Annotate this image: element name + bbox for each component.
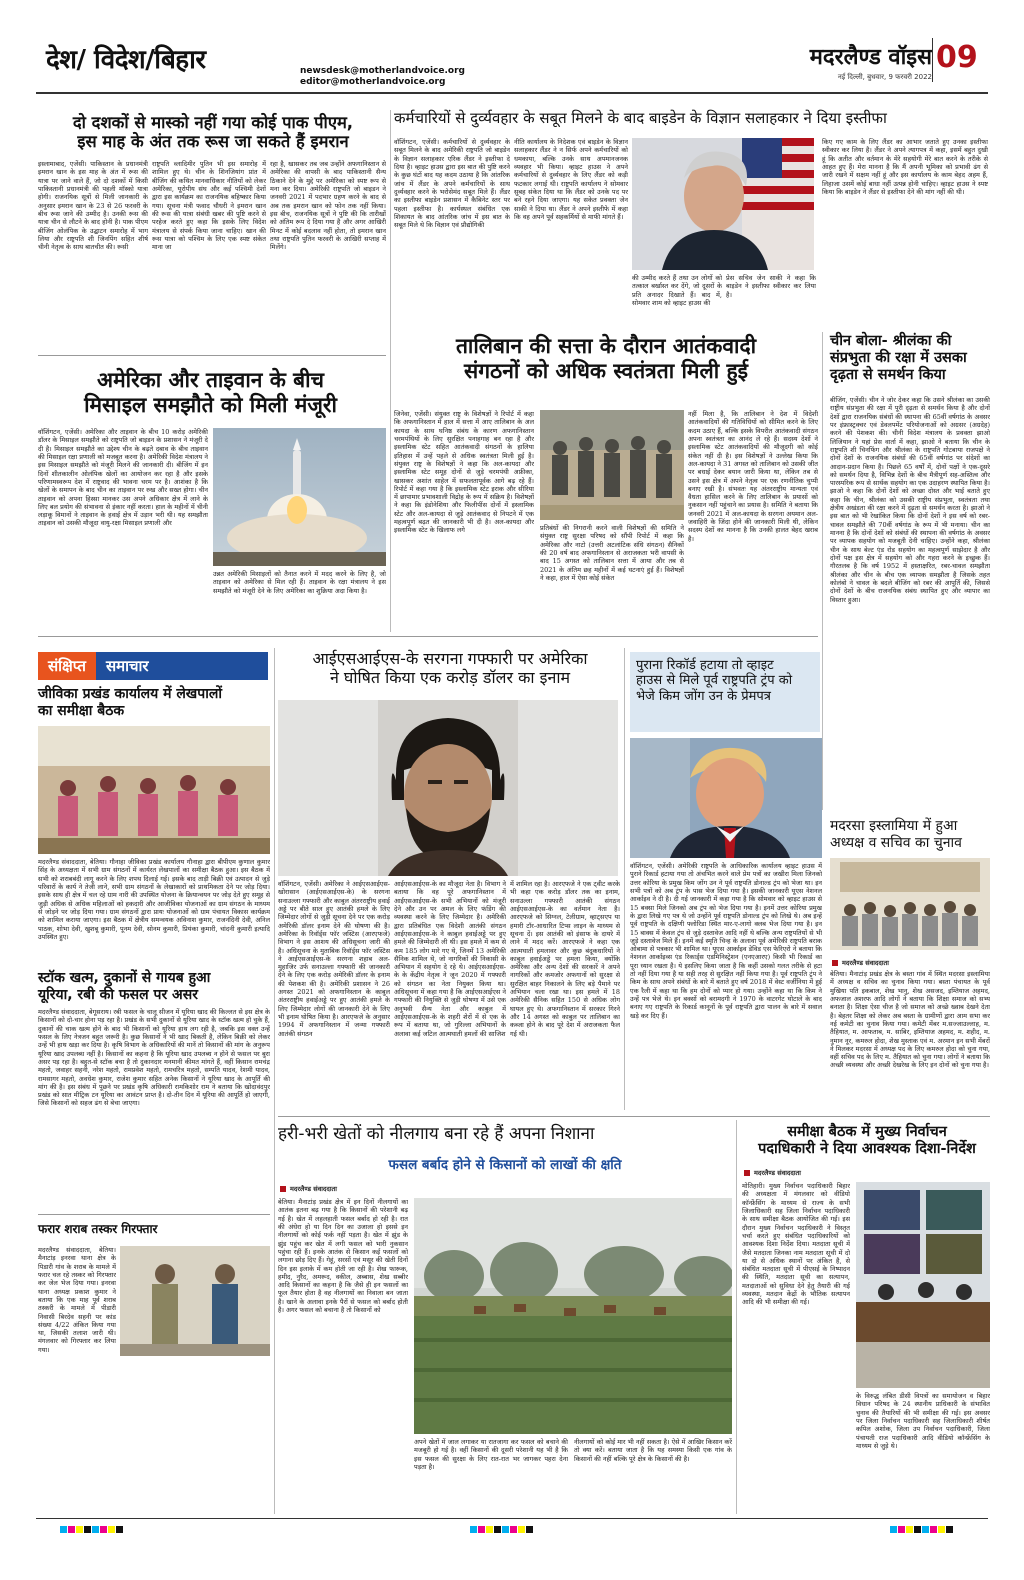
s5-headline-line3: दृढ़ता से समर्थन किया bbox=[830, 367, 946, 384]
s10-headline-line1: समीक्षा बैठक में मुख्य निर्वाचन bbox=[787, 1124, 947, 1140]
s3-photo-graphic bbox=[213, 428, 386, 566]
s10-bottom: के विरुद्ध लंबित डीसी विपत्रों का समायोजन व बिहार विधान परिषद के 24 स्थानीय प्राधिकारी के संभावित चुनाव की तैयारियों की भी समीक्षा की गई। इस अवसर पर जिला निर्वाचन पदाधिकारी सह जिलाधिकारी शीर्षत कपिल अशोक, जिला उप निर्वाचन पदाधिकारी, जिला पंचायती राज पदाधिकारी आदि वीडियो कॉन्फ्रेंसिंग के माध्यम से जुड़े थे। bbox=[856, 1392, 990, 1450]
editor-email[interactable]: editor@motherlandvoice.org bbox=[300, 77, 446, 87]
bottom-rule bbox=[36, 1518, 988, 1519]
divider-v-left bbox=[390, 110, 391, 632]
briefs-label-a: संक्षिप्त bbox=[38, 652, 96, 680]
divider-top-left bbox=[38, 355, 386, 356]
s2-col-5: किए गए काम के लिए लैंडर का आभार जताते हुए उनका इस्तीफा स्वीकार कर लिया है। लैंडर ने अपने त्यागपत्र में कहा, इसमें बहुत दुखी हूं कि अतीत और वर्तमान के मेरे सहयोगी मेरे बात करने के तरीके से आहत हुए हैं। मेरा मानना है कि मैं अपनी भूमिका को प्रभावी ढंग से जारी रखने में सक्षम नहीं हूं और इस कार्यालय के काम बेहद अहम हैं, लिहाजा उसमें कोई बाधा नहीं उत्पन्न होनी चाहिए। व्हाइट हाउस ने स्पष्ट किया कि बाइडेन ने लैंडर से इस्तीफा देने की मांग नहीं की थी। bbox=[822, 138, 988, 196]
s8-headline-line1: मदरसा इस्लामिया में हुआ bbox=[830, 818, 958, 834]
s7-photo-trump bbox=[630, 738, 822, 858]
s9-caption-2: नीलगायों को कोई मार भी नहीं सकता है। ऐसे में आखिर किसान करें तो क्या करें। बताया जाता है कि यह समस्या किसी एक गांव के किसानों की नहीं बल्कि पूरे क्षेत्र के किसानों की है। bbox=[574, 1438, 732, 1463]
divider-lower bbox=[278, 1116, 990, 1117]
s10-body: मोतिहारी। मुख्य निर्वाचन पदाधिकारी बिहार की अध्यक्षता में मंगलवार को वीडियो कॉन्फ्रेंसिंग के माध्यम से राज्य के सभी जिलाधिकारी सह जिला निर्वाचन पदाधिकारी के साथ समीक्षा बैठक आयोजित की गई। इस दौरान मुख्य निर्वाचन पदाधिकारी ने विस्तृत चर्चा करते हुए संबंधित पदाधिकारियों को आवश्यक दिशा निर्देश दिया। मतदाता सूची में जैसे मतदाता जिनका नाम मतदाता सूची में दो या दो से अधिक स्थानों पर अंकित है, से संबंधित मतदाता सूची में पीएसई के निष्पादन की स्थिति, मतदाता सूची का सत्यापन, मतदाताओं को सुविधा देने हेतु तैयारी की गई व्यवस्था, मतदान केंद्रों के भौतिक सत्यापन आदि की भी समीक्षा की गई। bbox=[742, 1182, 850, 1307]
brief3-headline: फरार शराब तस्कर गिरफ्तार bbox=[38, 1222, 158, 1236]
s1-col-2: राष्ट्रपति व्लादिमीर पुतिन भी इस समारोह में शामिल हुए थे। चीन के शिनजियांग प्रांत में बीजिंग की कथित मानवाधिकार नीतियों को लेकर अमेरिका, यूरोपीय संघ और कई पश्चिमी देशों द्वारा इस कार्यक्रम का राजनयिक बहिष्कार किया गया। सूचना मंत्री फवाद चौधरी ने इमरान खान की रूस की यात्रा संबंधी खबर की पुष्टि करने से परहेज करते हुए कहा कि इसके लिए विदेश मंत्रालय से संपर्क किया जाना चाहिए। खान की रूस यात्रा को पश्चिम के लिए एक स्पष्ट संकेत माना जा bbox=[152, 160, 266, 252]
s8-byline-marker bbox=[832, 960, 838, 966]
brief1-headline bbox=[38, 686, 270, 719]
s4-photo-militants bbox=[540, 410, 684, 520]
s5-headline-line1: चीन बोला- श्रीलंका की bbox=[830, 333, 952, 349]
s1-col-3: रहा है, खासकर तब जब उन्होंने अफगानिस्तान से अमेरिका की वापसी के बाद पाकिस्तानी सैन्य ठिकाने देने के मुद्दे पर अमेरिका को स्पष्ट रूप से मना कर दिया। अमेरिकी राष्ट्रपति जो बाइडन ने जनवरी 2021 में पदभार ग्रहण करने के बाद से अब तक इमरान खान को फोन तक नहीं किया। इस बीच, राजनयिक सूत्रों ने पुष्टि की कि तारीखों को अंतिम रूप दे दिया गया है और अगर आखिरी मिनट में कोई बदलाव नहीं होता, तो इमरान खान तथा राष्ट्रपति पुतिन फरवरी के आखिरी सप्ताह में मिलेंगे। bbox=[270, 160, 386, 252]
s7-headline bbox=[636, 658, 816, 704]
s4-photo-graphic bbox=[540, 410, 684, 520]
briefs-label-b: समाचार bbox=[96, 652, 268, 680]
s4-headline bbox=[394, 334, 818, 384]
color-bar-center bbox=[470, 1526, 533, 1533]
brief1-photo-meeting bbox=[38, 726, 270, 854]
s4-headline-line2: संगठनों को अधिक स्वतंत्रता मिली हुई bbox=[464, 358, 748, 383]
s10-headline bbox=[742, 1124, 992, 1158]
s10-byline-marker bbox=[744, 1170, 750, 1176]
s3-missile-photo bbox=[213, 428, 386, 566]
header-divider bbox=[932, 38, 933, 82]
s2-photo-graphic bbox=[632, 138, 814, 270]
brief1-body: मदरलैण्ड संवाददाता, बेतिया। गौनाहा जीविका प्रखंड कार्यालय गौनाहा द्वारा बीपीएम कुणाल कुमार सिंह के अध्यक्षता में सभी ग्राम संगठनों में कार्यरत लेखपालों का समीक्षा बैठक हुआ। इस बैठक में सभी को शराबबंदी लागू करने के लिए शपथ दिलाई गई। इसके बाद ताड़ी बिक्री एवं उत्पादन से जुड़े परिवारों के कार्य ने तेजी लाने, सभी ग्राम संगठनों के लेखाकारों को प्राथमिकता देने पर जोड़ दिया। इसके साथ ही क्षेत्र में चल रहे ग्राम नारी की उपस्थित योजना के क्रियान्वयन पर जोड़ देते हुए समूह से जुड़ी अधिक से अधिक महिलाओं को हकदारी और आजीविका योजनाओं का ग्राम संगठन के माध्यम से जोड़ने पर जोड़ दिया गया। ग्राम संगठनों द्वारा प्रायः योजनाओं को ग्राम पंचायत विकास कार्यक्रम को शामिल कराया जाएगा। इस बैठक में क्षेत्रीय समन्वयक अविनाश कुमार, राजनंदिनी देवी, अनिल पाठक, शोभा देवी, खुशबू कुमारी, पूनम देवी, सोनम कुमारी, प्रियंका कुमारी, चांदनी कुमारी इत्यादि उपस्थित हुए। bbox=[38, 858, 270, 941]
s4-col-2: प्रतिबंधों की निगरानी करने वाली विशेषज्ञों की समिति ने संयुक्त राष्ट्र सुरक्षा परिषद को सौंपी रिपोर्ट में कहा कि अमेरिका और नाटो (उत्तरी अटलांटिक संधि संगठन) सैनिकों की 20 वर्ष बाद अफगानिस्तान से अराजकता भरी वापसी के बाद 15 अगस्त को तालिबान सत्ता में आया और तब से 2021 के अंतिम छह महीनों में कई घटनाएं हुई हैं। विशेषज्ञों ने कहा, हाल में ऐसा कोई संकेत bbox=[540, 524, 684, 582]
s2-col-4: प्रेस सचिव जेन साकी ने कहा कि बाइडेन ने इस्तीफा स्वीकार कर लिया है। bbox=[726, 274, 816, 299]
s9-byline-marker bbox=[280, 1186, 286, 1192]
divider-v-briefs bbox=[274, 648, 275, 1514]
s2-col-1: वॉशिंगटन, एजेंसी। कर्मचारियों से दुर्व्यवहार के सबूत मिलने के बाद अमेरिकी राष्ट्रपति जो बाइडेन के विज्ञान सलाहकार एरिक लैंडर ने इस्तीफा दे दिया है। व्हाइट हाउस द्वारा इस बात की पुष्टि करने के कुछ घंटों बाद यह कदम उठाया है कि आंतरिक जांच में लैंडर के अपने कर्मचारियों के साथ दुर्व्यवहार करने के भरोसेमंद सबूत मिले हैं। लैंडर का इस्तीफा बाइडेन प्रशासन में कैबिनेट स्तर पर पहला इस्तीफा है। कार्यस्थल संबंधित एक शिकायत के बाद आंतरिक जांच में इस बात के सबूत मिले थे कि विज्ञान एवं प्रौद्योगिकी bbox=[394, 138, 510, 230]
divider-v-center bbox=[624, 648, 625, 1110]
s10-headline-line2: पदाधिकारी ने दिया आवश्यक दिशा-निर्देश bbox=[758, 1141, 976, 1158]
divider-v-lower bbox=[736, 1120, 737, 1514]
s7-headline-line2: हाउस से मिले पूर्व राष्ट्रपति ट्रंप को bbox=[636, 673, 793, 689]
page-number: 09 bbox=[936, 40, 978, 75]
s10-byline: मदरलैण्ड संवाददाता bbox=[754, 1169, 801, 1177]
s2-col-3: की उम्मीद करते हैं तथा उन लोगों को तत्काल बर्खास्त कर देंगे, जो दूसरों के प्रति अनादर दिखाते हैं। बाद में, सोमवार शाम को व्हाइट हाउस की bbox=[632, 274, 722, 307]
newsdesk-email[interactable]: newsdesk@motherlandvoice.org bbox=[300, 66, 465, 76]
dateline: नई दिल्ली, बुधवार, 9 फरवरी 2022 bbox=[837, 73, 932, 81]
s7-body: वॉशिंगटन, एजेंसी। अमेरिकी राष्ट्रपति के आधिकारिक कार्यालय व्हाइट हाउस में पुराने रिकार्ड हटाया गया तो अंचभित करने वाले प्रेम पत्रों का जखीरा मिला जिनको उत्तर कोरिया के प्रमुख किम जोंग उन ने पूर्व राष्ट्रपति डोनाल्ड ट्रंप को भेजा था। इन सभी पत्रों को अब ट्रंप के पास भेज दिया गया है। इसकी जानकारी यूएस नेशनल आर्काइव ने दी है। दी गई जानकारी में कहा गया है कि सोमवार को व्हाइट हाउस से 15 बक्सा मिले जिनको अब ट्रंप को भेज दिया गया है। इनमें उत्तर कोरिया प्रमुख के द्वारा लिखे गए पत्र थे जो उन्होंने पूर्व राष्ट्रपति डोनाल्ड ट्रंप को लिखे थे। अब इन्हें पूर्व राष्ट्रपति के दक्षिणी फ्लोरिडा स्थित मार-ए-लागो क्लब भेज दिया गया है। इन 15 बाक्स में केवल ट्रंप से जुड़े दस्तावेज आदि नहीं थे बल्कि अन्य राष्ट्रपतियों से भी जुड़े दस्तावेज मिले हैं। इनमें कई स्मृति चिन्ह के अलावा पूर्व अमेरिकी राष्ट्रपति बराक ओबामा से पत्रकार भी शामिल था। यूएस आर्काइव डेविड एस फेरिएरो ने बताया कि नेशनल आर्काइव्स एंड रिकार्ड्स एडमिनिस्ट्रेशन (एनएआरए) किसी भी रिकार्ड का पूरा ध्यान रखता है। ये इसलिए किया जाता है कि कहीं उसको गलत तरीके से हटा तो नहीं दिया गया है या सही तरह से सुरक्षित नहीं किया गया है। पूर्व राष्ट्रपति ट्रंप ने किम के साथ अपने संबंधों के बारे में बताते हुए वर्ष 2018 में वेस्ट वर्जीनिया में हुई एक रैली में कहा था कि हम दोनों को प्यार हो गया। उन्होंने कहा था कि किम ने उन्हें पत्र भेजे थे। इन बक्सों को बरामदगी ने 1970 के वाटरगेट घोटाले के बाद बनाए गए राष्ट्रपति के रिकार्ड कानूनों के पूर्व राष्ट्रपति द्वारा पालन के बारे में सवाल खड़े कर दिए हैं। bbox=[630, 862, 822, 1020]
brief2-headline-line2: यूरिया, रबी की फसल पर असर bbox=[38, 986, 198, 1003]
s3-lead: वॉशिंगटन, एजेंसी। अमेरिका और ताइवान के बीच 10 करोड़ अमेरिकी डॉलर के मिसाइल समझौते को राष्ट्रपति जो बाइडन के प्रशासन ने मंजूरी दे दी है। मिसाइल समझौते का उद्देश्य चीन के बढ़ते दबाव के बीच ताइवान की मिसाइल रक्षा प्रणाली को मजबूत करना है। अमेरिकी विदेश मंत्रालय ने इस मिसाइल समझौते को मंजूरी मिलने की जानकारी दी। बीजिंग में इन दिनों शीतकालीन ओलंपिक खेलों का आयोजन कर रहा है और इसके परिणामस्वरूप देश में राष्ट्रवाद की भावना चरम पर है। आशंका है कि खेलों के समापन के बाद चीन का ताइवान पर रुख और सख्त होगा। चीन ताइवान को अपना हिस्सा मानकर उस अपने अधिकार क्षेत्र में लाने के लिए बल प्रयोग की संभावना से इंकार नहीं करता। हाल के महीनों में चीनी लड़ाकू विमानों ने ताइवान के हवाई क्षेत्र में उड़ान भरी थी। यह समझौता ताइवान को उसकी मौजूदा वायु-रक्षा मिसाइल प्रणाली और bbox=[38, 428, 208, 528]
briefs-label bbox=[38, 652, 268, 680]
s4-col-3: नहीं मिला है, कि तालिबान ने देश में विदेशी आतंकवादियों की गतिविधियों को सीमित करने के लिए कदम उठाए हैं, बल्कि इसके विपरीत आतंकवादी संगठन अपना स्वतंत्रता का आनंद ले रहे हैं। सदस्य देशों ने इस्लामिक स्टेट आतंकवादियों की मौजूदगी को कोई संकेत नहीं दी है। इस विशेषज्ञों ने उल्लेख किया कि अल-कायदा ने 31 अगस्त को तालिबान को उसकी जीत पर बधाई देकर बयान जारी किया था, लेकिन तब से उसने इस क्षेत्र में अपने नेतृत्व पर एक रणनीतिक चुप्पी बनाए रखी है। संभवतः यह अंतरराष्ट्रीय मान्यता एवं वैधता हासिल करने के लिए तालिबान के प्रयासों को नुकसान नहीं पहुंचाने का प्रयास है। समिति ने बताया कि जनवरी 2021 में अल-कायदा के सरगना अयमान अल-जवाहिरी के जिंदा होने की जानकारी मिली थी, लेकिन सदस्य देशों का मानना है कि उनकी हालत बेहद खराब है। bbox=[688, 410, 818, 543]
brief1-photo-graphic bbox=[38, 726, 270, 854]
s4-headline-line1: तालिबान की सत्ता के दौरान आतंकवादी bbox=[455, 334, 757, 358]
divider-v-right bbox=[822, 332, 823, 810]
s9-photo-graphic bbox=[414, 1198, 732, 1434]
s2-headline: कर्मचारियों से दुर्व्यवहार के सबूत मिलने के बाद बाइडेन के विज्ञान सलाहकार ने दिया इस्तीफा bbox=[394, 109, 887, 127]
s6-col-2: आईएसआईएस-के का मौजूदा नेता है। विभाग ने बताया कि वह पूरे अफगानिस्तान में आईएसआईएस-के सभी अभियानों को मंजूरी देने और उन पर अमल के लिए फंडिंग की व्यवस्था करने के लिए जिम्मेदार है। अमेरिकी द्वारा प्रतिबंधित एक विदेशी आतंकी संगठन आईएसआईएस-के ने काबुल हवाईअड्डे पर हुए हमले की जिम्मेदारी ली थी। इस हमले में कम से कम 185 लोग मारे गए थे, जिनमें 13 अमेरिकी सैनिक शामिल थे, जो नागरिकों की निकासी के अभियान में सहयोग दे रहे थे। आईएसआईएस-के के केंद्रीय नेतृत्व ने जून 2020 में गफ्फारी को संगठन का नेता नियुक्त किया था। अधिसूचना में कहा गया है कि आईएसआईएस ने गफ्फारी की नियुक्ति से जुड़ी घोषणा में उसे एक अनुभवी सैन्य नेता और काबुल में आईएसआईएस-के के शहरी शेरों में से एक के रूप में बताया था, जो गुरिल्ला अभियानों के अलावा कई जटिल आत्मघाती हमलों की साजिश bbox=[394, 880, 506, 1038]
s3-under-photo: उन्नत अमेरिकी मिसाइलों को तैनात करने में मदद करने के लिए है, जो ताइवान को अमेरिका से मिल रही हैं। ताइवान के रक्षा मंत्रालय ने इस समझौते को मंजूरी देने के लिए अमेरिका का शुक्रिया अदा किया है। bbox=[213, 570, 386, 595]
s6-headline bbox=[278, 650, 622, 688]
color-bar-left bbox=[60, 1526, 123, 1533]
brief1-headline-line1: जीविका प्रखंड कार्यालय में लेखपालों bbox=[38, 686, 222, 702]
s3-headline bbox=[38, 368, 383, 418]
s9-photo-field bbox=[414, 1198, 732, 1434]
s7-photo-graphic bbox=[630, 738, 822, 858]
s6-col-1: वॉशिंगटन, एजेंसी। अमेरिका ने आईएसआईएस-खोरासान (आईएसआईएस-के) के सरगना सनाउल्ला गफ्फारी और काबुल अंतरराष्ट्रीय हवाई अड्डे पर बीते साल हुए आतंकी हमले के लिए जिम्मेदार लोगों से जुड़ी सूचना देने पर एक करोड़ अमेरिकी डॉलर इनाम देने की घोषणा की है। अमेरिका के रिवॉर्ड्स फॉर जस्टिस (आरएफजे) विभाग ने इस आशय की अधिसूचना जारी की है। अधिसूचना के मुताबिक रिवॉर्ड्स फॉर जस्टिस ने आईएसआईएस-के सरगना शहाब अल-मुहाजिर उर्फ सनाउल्ला गफ्फारी की जानकारी देने के लिए एक करोड़ अमेरिकी डॉलर के इनाम की पेशकश की है। अमेरिकी प्रशासन ने 26 अगस्त 2021 को अफगानिस्तान के काबुल अंतरराष्ट्रीय हवाईअड्डे पर हुए आतंकी हमले के लिए जिम्मेदार लोगों की जानकारी देने के लिए भी इनाम घोषित किया है। आरएफजे के अनुसार 1994 में अफगानिस्तान में जन्मा गफ्फारी आतंकी संगठन bbox=[278, 880, 390, 1038]
s9-byline: मदरलैण्ड संवाददाता bbox=[290, 1185, 337, 1193]
s8-byline: मदरलैण्ड संवाददाता bbox=[842, 959, 889, 967]
divider-middle bbox=[38, 636, 818, 637]
masthead: मदरलैण्ड वॉइस bbox=[809, 45, 932, 70]
s10-photo-meeting bbox=[856, 1182, 990, 1388]
divider-briefs bbox=[38, 1214, 270, 1215]
s8-headline bbox=[830, 818, 990, 851]
s1-headline bbox=[38, 113, 388, 152]
s1-col-1: इस्लामाबाद, एजेंसी। पाकिस्तान के प्रधानमंत्री इमरान खान के इस माह के अंत में रूस की यात्रा पर जाने वाले हैं, जो दो दशकों में किसी पाकिस्तानी प्रधानमंत्री की पहली मॉस्को यात्रा होगी। राजनयिक सूत्रों से मिली जानकारी के अनुसार इमरान खान के 23 से 26 फरवरी के बीच रूस जाने की उम्मीद है। उनकी रूस की यात्रा चीन से लौटने के बाद होनी है। पाक पीएम बीजिंग ओलंपिक के उद्घाटन समारोह में भाग लिया और राष्ट्रपति शी जिनपिंग सहित शीर्ष चीनी नेतृत्व के साथ बातचीत की। रूसी bbox=[38, 160, 148, 252]
s7-headline-line3: भेजे किम जोंग उन के प्रेमपत्र bbox=[636, 688, 771, 704]
s8-photo-graphic bbox=[830, 858, 990, 950]
section-title: देश/ विदेश/बिहार bbox=[46, 45, 206, 75]
s9-subheadline: फसल बर्बाद होने से किसानों को लाखों की क्षति bbox=[388, 1157, 622, 1173]
s7-headline-line1: पुराना रिकॉर्ड हटाया तो व्हाइट bbox=[636, 658, 774, 673]
color-bar-right bbox=[890, 1526, 953, 1533]
brief3-photo-graphic bbox=[120, 1246, 270, 1356]
s6-headline-line1: आईएसआईएस-के सरगना गफ्फारी पर अमेरिका bbox=[312, 649, 588, 668]
s1-headline-line1: दो दशकों से मास्को नहीं गया कोई पाक पीएम, bbox=[72, 113, 354, 132]
s6-col-3: में शामिल रहा है। आरएफजे ने एक ट्वीट करके भी कहा एक करोड़ डॉलर तक का इनाम, सनाउल्ला गफ्फारी आतंकी संगठन आईएसआईएस-के का वर्तमान नेता है। आरएफजे को सिग्नल, टेलीग्राम, व्हाट्सएप या हमारी टॉर-आधारित टिप्स लाइन के माध्यम से सूचना दें। इस आतंकी को इंसाफ के दायरे में लाने में मदद करें। आरएफजे ने कहा एक आत्मघाती हमलावर और कुछ बंदूकधारियों ने काबुल हवाईअड्डे पर हमला किया, क्योंकि अमेरिका और अन्य देशों की सरकारें ने अपने नागरिकों और कमजोर अफगानों को सुरक्षा से सुरक्षित बाहर निकालने के लिए बड़े पैमाने पर अभियान चला रखा था। इस हमले में 18 अमेरिकी सैनिक सहित 150 से अधिक लोग घायल हुए थे। अफगानिस्तान में सरकार गिरने और 14 अगस्त को काबुल पर तालिबान का कब्जा होने के बाद पूरे देश में अराजकता फैल गई थी। bbox=[510, 880, 620, 1038]
s5-body: बीजिंग, एजेंसी। चीन ने जोर देकर कहा कि उसने श्रीलंका का उसकी राष्ट्रीय संप्रभुता की रक्षा में पूरी दृढ़ता से समर्थन किया है और दोनों देशों द्वारा राजनयिक संबंधों की स्थापना की 65वीं वर्षगांठ के अवसर पर इंफ्रास्ट्रक्चर एवं डेवलपमेंट परियोजनाओं को अग्रसर (अग्रदेह) करने की पेशकश की। चीनी विदेश मंत्रालय के प्रवक्ता झाओ लिजियान ने यहां प्रेस वार्ता में कहा, झाओ ने बताया कि चीन के राष्ट्रपति शी चिनफिंग और श्रीलंका के राष्ट्रपति गोटबाया राजपक्षे ने दोनों देशों के राजनयिक संबंधों की 65वीं वर्षगांठ पर संदेशों का आदान-प्रदान किया है। पिछले 65 वर्षों में, दोनों पक्षों ने एक-दूसरे को समर्थन दिया है, विभिन्न देशों के बीच मैत्रीपूर्ण सह-अस्तित्व और पारस्परिक रूप से सार्थक सहयोग का एक उदाहरण स्थापित किया है। झाओ ने कहा कि दोनों देशों को अच्छा दोस्त और भाई बताते हुए कहा कि चीन, श्रीलंका को उसकी राष्ट्रीय संप्रभुता, स्वतंत्रता तथा क्षेत्रीय अखंडता की रक्षा करने में दृढ़ता से समर्थन करता है। झाओ ने इस बात को भी रेखांकित किया कि दोनों देशों ने इस वर्ष को रबर-चावल समझौते की 70वीं वर्षगांठ के रूप में भी मनाया। चीन का मानना है कि दोनों देशों को संबंधों की स्थापना की वर्षगांठ के अवसर पर व्यापक सहयोग को मजबूती देनी चाहिए। उन्होंने कहा, श्रीलंका चीन के साथ बेल्ट एंड रोड सहयोग का महत्वपूर्ण साझेदार है और दोनों पक्ष इस क्षेत्र में सहयोग को और गहरा करने के इच्छुक हैं। गौरतलब है कि वर्ष 1952 में हस्ताक्षरित, रबर-चावल समझौता श्रीलंका और चीन के बीच एक व्यापक समझौता है जिसके तहत कोलंबो ने चावल के बदले बीजिंग को रबर की आपूर्ति की, जिससे दोनों देशों के बीच राजनयिक संबंध स्थापित हुए और व्यापार का विस्तार हुआ। bbox=[830, 396, 990, 604]
s6-photo-graphic bbox=[278, 700, 618, 876]
s6-headline-line2: ने घोषित किया एक करोड़ डॉलर का इनाम bbox=[329, 667, 571, 687]
brief3-photo-arrest bbox=[120, 1246, 270, 1356]
s3-headline-line2: मिसाइल समझौते को मिली मंजूरी bbox=[84, 392, 337, 417]
s9-col-1: बेतिया। मैनाटांड़ प्रखंड क्षेत्र में इन दिनों नीलगायों का आतंक इतना बढ़ गया है कि किसानों की परेशानी बढ़ गई है। खेत में लहलहाती फसल बर्बाद हो रही है। रात की अंधेरा हो या दिन दिन का उजाला हो इससे इन नीलगायों को कोई फर्क नहीं पड़ता है। खेत में झुंड के झुंड पहुंच कर खेत में लगी फसल को भारी नुकसान पहुंचा रही हैं। इनके आतंक से किसान कई फसलों को लगाना छोड़ दिए हैं। गेहूं, सरसों एवं मसूर की खेती दिनों दिन इस इलाके में कम होती जा रही है। शेख फारूक, हमीद, नुरैद, अमरूद, वकील, अब्बास, शेख सब्बीर आदि किसानों का कहना है कि जैसे ही इन फसलों का फूल तैयार होता है वह नीलगायों का निवाला बन जाता है। खाने के अलावा इनके पैरों से फसल को बर्बाद होती है। अगर फसल को बचाना है तो किसानों को bbox=[278, 1198, 408, 1315]
brief2-headline bbox=[38, 970, 270, 1003]
brief2-headline-line1: स्टॉक खत्म, दुकानों से गायब हुआ bbox=[38, 970, 211, 986]
s1-headline-line2: इस माह के अंत तक रूस जा सकते हैं इमरान bbox=[77, 132, 349, 152]
s9-caption-1: अपने खेतों में जाल लगाकर या रातजागा कर फसल को बचाने की मजबूरी हो गई है। वहीं किसानों की दूसरी परेशानी यह भी है कि इस फसल की सुरक्षा के लिए रात-रात भर जागकर पहरा देना पड़ता है। bbox=[414, 1438, 568, 1471]
s2-col-2: नीति कार्यालय के निदेशक एवं बाइडेन के विज्ञान सलाहकार लैंडर ने न सिर्फ अपने कर्मचारियों को धमकाया, बल्कि उनके साथ अपमानजनक व्यवहार भी किया। व्हाइट हाउस ने अपने कर्मचारियों से दुर्व्यवहार के लिए लैंडर को कड़ी फटकार लगाई थी। राष्ट्रपति कार्यालय ने सोमवार सुबह संकेत दिया था कि लैंडर को उनके पद पर बने रहने दिया जाएगा। यह सकेत प्रवक्ता जेन साकी ने दिया था। लैंडर ने अपने इस्तीफे में कहा कि वह अपने पूर्व सहकर्मियों से माफी मांगते हैं। bbox=[514, 138, 628, 221]
s6-photo-ghaffari bbox=[278, 700, 618, 876]
s8-headline-line2: अध्यक्ष व सचिव का चुनाव bbox=[830, 834, 962, 851]
brief2-body: मदरलैण्ड संवाददाता, बेगूसराय। रबी फसल के चालू सीजन में यूरिया खाद की किल्लत से इस क्षेत्र के किसानों को दो-चार होना पड़ रहा है। प्रखंड के सभी दुकानों से यूरिया खाद के स्टॉक खत्म हो चुके हैं, दुकानों की चाक खत्म होने के बाद भी किसानों को यूरिया हाथ लग रही है, जबकि इस वक्त उन्हें फसल के लिए नेत्रजन बहुत जरूरी है। कुछ किसानों ने भी खाद बिकती है, लेकिन बिक्री को लेकर उन्हें भी हाथ खड़ा कर दिया है। कृषि विभाग के अधिकारियों की मानें तो किसानों की मांग के अनुरूप यूरिया खाद उपलब्ध नहीं है। किसानों का कहना है कि यूरिया खाद उपलब्ध न होने से फसल पर बुरा असर पड़ रहा है। बहुत-से स्टॉक बचा है तो दुकानदार मनमानी कीमत मांगते हैं, वहीं किसान रामचंद्र महतो, जवाहर सहनी, नरेश महतो, रामप्रवेश महतो, रामचरित्र महतो, सम्पति यादव, रेशमी यादव, रामसागर महतो, अवधेश कुमार, राजेश कुमार सहित अनेक किसानों ने यूरिया खाद के आपूर्ति की मांग की है। इस संबंध में पूछने पर प्रखंड कृषि अधिकारी रामकिशोर राम ने बताया कि खोदावंदपुर प्रखंड को सात मीट्रिक टन यूरिया का आवंटन प्राप्त है। दो-तीन दिन में यूरिया की आपूर्ति हो जाएगी, जिसे किसानों को सहज ढंग से बेचा जाएगा। bbox=[38, 1008, 270, 1108]
brief1-headline-line2: का समीक्षा बैठक bbox=[38, 702, 125, 719]
s8-body: बेतिया। मैनाटांड़ प्रखंड क्षेत्र के बस्ता गांव में स्थित मदरसा इस्लामिया में अध्यक्ष व सचिव का चुनाव किया गया। बस्ता पंचायत के पूर्व मुखिया पति इकबाल, शेख भानु, शेख असजद, इम्तियाज अहमद, अफजाल अशरफ आदि लोगों ने बताया कि शिक्षा समाज को सभ्य बनाता है। शिक्षा ऐसा चीज है जो समाज को अच्छे ख्वाब देखने देता है। बेहतर शिक्षा को लेकर अब बस्ता के ग्रामीणों द्वारा आम सभा कर नई कमेटी का चुनाव किया गया। कमेटी मेंबर म.सज्जाउल्लाह, म. तैहियात, म. आफताब, म. साबिर, इम्तियाज अहमद, म. शहीद, म. नुमान नूर, कमरुल होदा, शेख मुस्ताक एवं म. अरमान इन सभी मेंबरों ने मिलकर मदरसा में अध्यक्ष पद के लिए कमरुल होदा को चुना गया, वहीं सचिव पद के लिए म. तैहियात को चुना गया। लोगों ने बताया कि अच्छी व्यवस्था और अच्छी देखरेख के लिए इन दोनों को चुना गया है। bbox=[830, 970, 990, 1070]
s8-photo-gathering bbox=[830, 858, 990, 950]
s10-photo-graphic bbox=[856, 1182, 990, 1388]
header-rule bbox=[36, 92, 988, 94]
s3-headline-line1: अमेरिका और ताइवान के बीच bbox=[97, 368, 324, 392]
s9-headline: हरी-भरी खेतों को नीलगाय बना रहे हैं अपना निशाना bbox=[278, 1124, 595, 1144]
brief3-body: मदरलैण्ड संवाददाता, बेतिया। मैनाटांड़ इनरवा थाना क्षेत्र के पिडारी गांव के शराब के मामले में फरार चल रहे तस्कर को गिरफ्तार कर जेल भेज दिया गया। इनरवा थाना अध्यक्ष प्रकाश कुमार ने बताया कि एक माह पूर्व शराब तस्करी के मामले में पीडारी निवासी बिरदेव सहनी पर कांड संख्या 4/22 अंकित किया गया था, जिसकी तलाश जारी थी। मंगलवार को गिरफ्तार कर लिया गया। bbox=[38, 1246, 116, 1354]
s5-headline-line2: संप्रभुता की रक्षा में उसका bbox=[830, 350, 967, 367]
s4-col-1: जिनेवा, एजेंसी। संयुक्त राष्ट्र के विशेषज्ञों ने रिपोर्ट में कहा कि अफगानिस्तान में हाल में सत्ता में आए तालिबान के अल कायदा के साथ घनिष्ठ संबंध के कारण अफगानिस्तान चरमपंथियों के लिए सुरक्षित पनाहगाह बन रहा है और इस्लामिक स्टेट सहित आतंकवादी संगठनों के हालिया इतिहास में उन्हें पहले से अधिक स्वतंत्रता मिली हुई है। संयुक्त राष्ट्र के विशेषज्ञों ने कहा कि अल-कायदा और इस्लामिक स्टेट समूह दोनों से जुड़े चरमपंथी अफ्रीका, खासकर अशांत साहेल में सफलतापूर्वक आगे बढ़ रहे हैं। रिपोर्ट में कहा गया है कि इस्लामिक स्टेट इराक और सीरिया में छापामार प्रभावशाली विद्रोह के रूप में सक्रिय है। विशेषज्ञों ने कहा कि इंडोनेशिया और फिलीपींस दोनों में इस्लामिक स्टेट और अल-कायदा से जुड़े आतंकवाद से निपटने में एक महत्वपूर्ण बढ़त की जानकारी भी दी है। अल-कायदा और इस्लामिक स्टेट के खिलाफ लगे bbox=[394, 410, 534, 535]
s5-headline bbox=[830, 333, 990, 384]
s2-photo-eric-lander bbox=[632, 138, 814, 270]
